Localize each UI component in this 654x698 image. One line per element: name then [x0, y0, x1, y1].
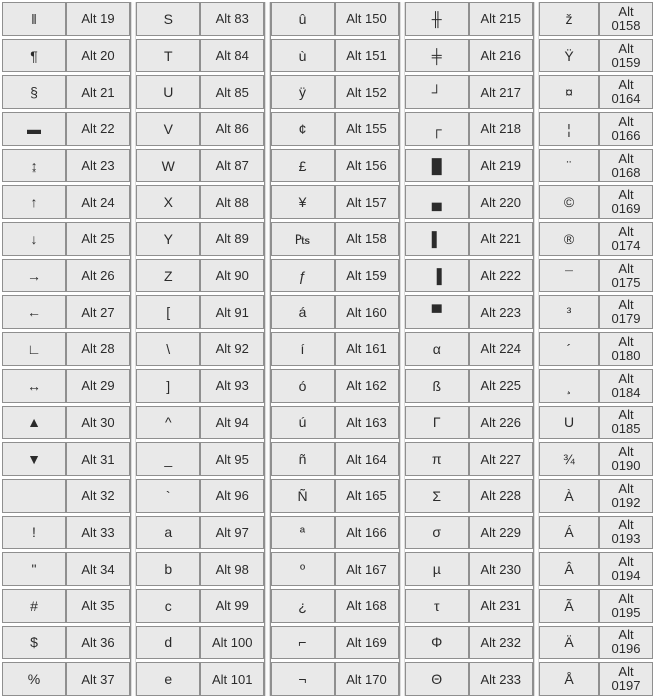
code-cell: Alt 0190 — [599, 442, 653, 476]
code-cell: Alt 0168 — [599, 149, 653, 183]
code-cell: Alt 160 — [335, 295, 399, 329]
code-cell: Alt 30 — [66, 406, 130, 440]
char-cell: W — [136, 149, 200, 183]
char-cell: ¯ — [539, 259, 599, 293]
code-cell: Alt 101 — [200, 662, 264, 696]
char-cell: Σ — [405, 479, 469, 513]
char-cell: Ÿ — [539, 39, 599, 73]
char-cell: _ — [136, 442, 200, 476]
code-cell: Alt 87 — [200, 149, 264, 183]
char-cell: a — [136, 516, 200, 550]
code-cell: Alt 26 — [66, 259, 130, 293]
char-cell: Á — [539, 516, 599, 550]
char-cell: £ — [271, 149, 335, 183]
char-cell: ¨ — [539, 149, 599, 183]
code-cell: Alt 83 — [200, 2, 264, 36]
code-cell: Alt 152 — [335, 75, 399, 109]
code-cell: Alt 20 — [66, 39, 130, 73]
code-cell: Alt 159 — [335, 259, 399, 293]
code-cell: Alt 158 — [335, 222, 399, 256]
code-cell: Alt 157 — [335, 185, 399, 219]
char-cell: ╫ — [405, 2, 469, 36]
code-cell: Alt 218 — [469, 112, 533, 146]
code-cell: Alt 0166 — [599, 112, 653, 146]
code-cell: Alt 220 — [469, 185, 533, 219]
char-cell: ¶ — [2, 39, 66, 73]
char-cell: ® — [539, 222, 599, 256]
code-cell: Alt 0169 — [599, 185, 653, 219]
char-cell: © — [539, 185, 599, 219]
code-cell: Alt 167 — [335, 552, 399, 586]
char-cell: ┘ — [405, 75, 469, 109]
char-cell: ¦ — [539, 112, 599, 146]
char-cell: α — [405, 332, 469, 366]
code-cell: Alt 35 — [66, 589, 130, 623]
char-cell: ↓ — [2, 222, 66, 256]
char-cell: ↨ — [2, 149, 66, 183]
code-cell: Alt 25 — [66, 222, 130, 256]
code-cell: Alt 156 — [335, 149, 399, 183]
alt-code-group — [539, 2, 653, 696]
char-cell: τ — [405, 589, 469, 623]
char-cell: ⌐ — [271, 626, 335, 660]
char-cell: ] — [136, 369, 200, 403]
char-cell: ƒ — [271, 259, 335, 293]
code-cell: Alt 227 — [469, 442, 533, 476]
char-cell: σ — [405, 516, 469, 550]
char-cell: ¤ — [539, 75, 599, 109]
char-cell: ▲ — [2, 406, 66, 440]
code-cell: Alt 0192 — [599, 479, 653, 513]
code-cell: Alt 85 — [200, 75, 264, 109]
char-cell: ▌ — [405, 222, 469, 256]
char-cell: Ñ — [271, 479, 335, 513]
char-cell: " — [2, 552, 66, 586]
char-cell: Y — [136, 222, 200, 256]
code-cell: Alt 0194 — [599, 552, 653, 586]
code-cell: Alt 94 — [200, 406, 264, 440]
char-cell: % — [2, 662, 66, 696]
code-cell: Alt 151 — [335, 39, 399, 73]
code-cell: Alt 34 — [66, 552, 130, 586]
char-cell: ┌ — [405, 112, 469, 146]
code-cell: Alt 90 — [200, 259, 264, 293]
char-cell: V — [136, 112, 200, 146]
code-cell: Alt 27 — [66, 295, 130, 329]
char-cell — [2, 479, 66, 513]
code-cell: Alt 91 — [200, 295, 264, 329]
char-cell: ` — [136, 479, 200, 513]
char-cell: \ — [136, 332, 200, 366]
code-cell: Alt 29 — [66, 369, 130, 403]
code-cell: Alt 0196 — [599, 626, 653, 660]
char-cell: ´ — [539, 332, 599, 366]
char-cell: Å — [539, 662, 599, 696]
char-cell: ú — [271, 406, 335, 440]
code-cell: Alt 96 — [200, 479, 264, 513]
code-cell: Alt 162 — [335, 369, 399, 403]
code-cell: Alt 0193 — [599, 516, 653, 550]
char-cell: ↑ — [2, 185, 66, 219]
char-cell: á — [271, 295, 335, 329]
code-cell: Alt 230 — [469, 552, 533, 586]
char-cell: U — [539, 406, 599, 440]
code-cell: Alt 0180 — [599, 332, 653, 366]
char-cell: ‖ — [2, 2, 66, 36]
char-cell: Ä — [539, 626, 599, 660]
code-cell: Alt 0185 — [599, 406, 653, 440]
code-cell: Alt 224 — [469, 332, 533, 366]
code-cell: Alt 95 — [200, 442, 264, 476]
code-cell: Alt 228 — [469, 479, 533, 513]
char-cell: ∟ — [2, 332, 66, 366]
code-cell: Alt 0197 — [599, 662, 653, 696]
code-cell: Alt 232 — [469, 626, 533, 660]
code-cell: Alt 150 — [335, 2, 399, 36]
char-cell: § — [2, 75, 66, 109]
code-cell: Alt 0175 — [599, 259, 653, 293]
code-cell: Alt 163 — [335, 406, 399, 440]
code-cell: Alt 219 — [469, 149, 533, 183]
char-cell: ▄ — [405, 185, 469, 219]
char-cell: [ — [136, 295, 200, 329]
char-cell: ³ — [539, 295, 599, 329]
code-cell: Alt 0159 — [599, 39, 653, 73]
code-cell: Alt 0158 — [599, 2, 653, 36]
char-cell: ¬ — [271, 662, 335, 696]
char-cell: º — [271, 552, 335, 586]
code-cell: Alt 0179 — [599, 295, 653, 329]
code-cell: Alt 100 — [200, 626, 264, 660]
code-cell: Alt 0164 — [599, 75, 653, 109]
code-cell: Alt 0195 — [599, 589, 653, 623]
char-cell: Ã — [539, 589, 599, 623]
char-cell: S — [136, 2, 200, 36]
char-cell: ▼ — [2, 442, 66, 476]
code-cell: Alt 84 — [200, 39, 264, 73]
alt-code-group — [405, 2, 533, 696]
code-cell: Alt 86 — [200, 112, 264, 146]
char-cell: ß — [405, 369, 469, 403]
char-cell: ╪ — [405, 39, 469, 73]
code-cell: Alt 169 — [335, 626, 399, 660]
code-cell: Alt 164 — [335, 442, 399, 476]
code-cell: Alt 170 — [335, 662, 399, 696]
code-cell: Alt 215 — [469, 2, 533, 36]
char-cell: ^ — [136, 406, 200, 440]
char-cell: █ — [405, 149, 469, 183]
char-cell: í — [271, 332, 335, 366]
code-cell: Alt 226 — [469, 406, 533, 440]
char-cell: û — [271, 2, 335, 36]
code-cell: Alt 99 — [200, 589, 264, 623]
code-cell: Alt 0174 — [599, 222, 653, 256]
code-cell: Alt 231 — [469, 589, 533, 623]
char-cell: ▀ — [405, 295, 469, 329]
char-cell: ¿ — [271, 589, 335, 623]
code-cell: Alt 225 — [469, 369, 533, 403]
code-cell: Alt 223 — [469, 295, 533, 329]
char-cell: ¾ — [539, 442, 599, 476]
char-cell: U — [136, 75, 200, 109]
code-cell: Alt 33 — [66, 516, 130, 550]
code-cell: Alt 89 — [200, 222, 264, 256]
code-cell: Alt 19 — [66, 2, 130, 36]
char-cell: $ — [2, 626, 66, 660]
char-cell: ↔ — [2, 369, 66, 403]
char-cell: ▐ — [405, 259, 469, 293]
char-cell: ¥ — [271, 185, 335, 219]
char-cell: c — [136, 589, 200, 623]
alt-code-group — [136, 2, 264, 696]
code-cell: Alt 24 — [66, 185, 130, 219]
code-cell: Alt 229 — [469, 516, 533, 550]
code-cell: Alt 155 — [335, 112, 399, 146]
char-cell: ž — [539, 2, 599, 36]
char-cell: ù — [271, 39, 335, 73]
char-cell: ¢ — [271, 112, 335, 146]
code-cell: Alt 21 — [66, 75, 130, 109]
code-cell: Alt 216 — [469, 39, 533, 73]
char-cell: Â — [539, 552, 599, 586]
char-cell: b — [136, 552, 200, 586]
code-cell: Alt 22 — [66, 112, 130, 146]
code-cell: Alt 32 — [66, 479, 130, 513]
code-cell: Alt 88 — [200, 185, 264, 219]
code-cell: Alt 23 — [66, 149, 130, 183]
alt-codes-table — [2, 2, 653, 696]
char-cell: ÿ — [271, 75, 335, 109]
code-cell: Alt 97 — [200, 516, 264, 550]
char-cell: ! — [2, 516, 66, 550]
char-cell: e — [136, 662, 200, 696]
char-cell: Θ — [405, 662, 469, 696]
char-cell: Z — [136, 259, 200, 293]
char-cell: ← — [2, 295, 66, 329]
code-cell: Alt 166 — [335, 516, 399, 550]
char-cell: ₧ — [271, 222, 335, 256]
code-cell: Alt 165 — [335, 479, 399, 513]
char-cell: ▬ — [2, 112, 66, 146]
char-cell: Φ — [405, 626, 469, 660]
alt-code-group — [271, 2, 399, 696]
char-cell: ¸ — [539, 369, 599, 403]
code-cell: Alt 92 — [200, 332, 264, 366]
char-cell: À — [539, 479, 599, 513]
code-cell: Alt 161 — [335, 332, 399, 366]
code-cell: Alt 36 — [66, 626, 130, 660]
char-cell: → — [2, 259, 66, 293]
char-cell: X — [136, 185, 200, 219]
code-cell: Alt 0184 — [599, 369, 653, 403]
char-cell: µ — [405, 552, 469, 586]
alt-code-group — [2, 2, 130, 696]
code-cell: Alt 217 — [469, 75, 533, 109]
char-cell: ñ — [271, 442, 335, 476]
code-cell: Alt 233 — [469, 662, 533, 696]
code-cell: Alt 168 — [335, 589, 399, 623]
code-cell: Alt 31 — [66, 442, 130, 476]
char-cell: ª — [271, 516, 335, 550]
char-cell: # — [2, 589, 66, 623]
code-cell: Alt 28 — [66, 332, 130, 366]
char-cell: T — [136, 39, 200, 73]
code-cell: Alt 222 — [469, 259, 533, 293]
code-cell: Alt 93 — [200, 369, 264, 403]
code-cell: Alt 37 — [66, 662, 130, 696]
code-cell: Alt 221 — [469, 222, 533, 256]
code-cell: Alt 98 — [200, 552, 264, 586]
char-cell: π — [405, 442, 469, 476]
char-cell: d — [136, 626, 200, 660]
char-cell: Γ — [405, 406, 469, 440]
char-cell: ó — [271, 369, 335, 403]
